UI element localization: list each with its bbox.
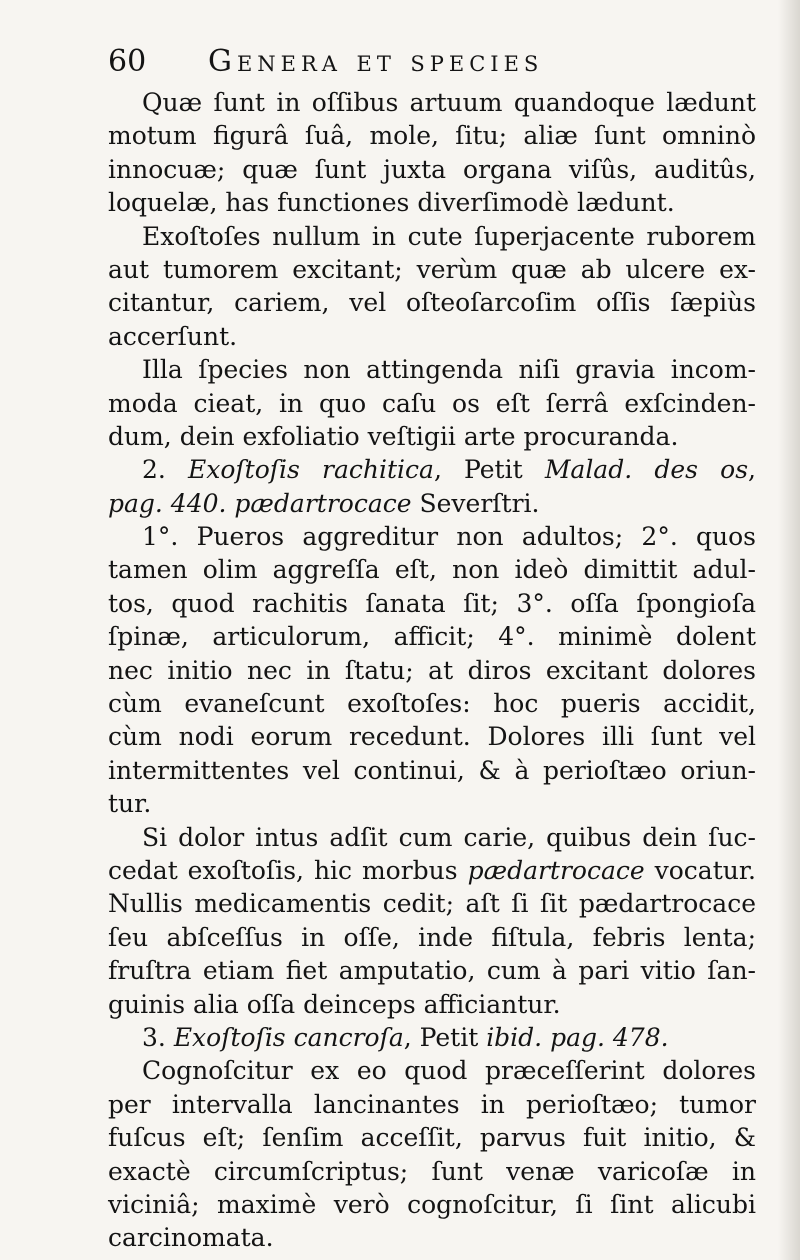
italic-text: Malad. des os [544, 455, 749, 485]
italic-text: pædartrocace [467, 855, 645, 885]
italic-text: ibid. pag. 478. [486, 1022, 669, 1052]
text-line: viciniâ; maximè verò cognoſcitur, ſi ſint alicubi [108, 1189, 756, 1219]
page-edge-shadow [778, 0, 800, 1260]
text-line: cùm evaneſcunt exoſtoſes: hoc pueris accidit, [108, 689, 756, 719]
text-line: nec initio nec in ſtatu; at diros excitant dolores [108, 655, 756, 685]
text-line: aut tumorem excitant; verùm quæ ab ulcere ex- [108, 254, 756, 284]
text-line: dum, dein exfoliatio veſtigii arte procuranda. [108, 421, 679, 451]
italic-text: Exoſtoſis rachitica [188, 455, 434, 485]
running-title: Genera et species [208, 44, 544, 79]
text-line: ſpinæ, articulorum, afficit; 4°. minimè dolent [108, 622, 756, 652]
italic-text: Exoſtoſis cancroſa [173, 1022, 404, 1052]
text-line: 2. Exoſtoſis rachitica, Petit Malad. des os, [142, 455, 756, 485]
text-line: carcinomata. [108, 1223, 274, 1253]
text-line: Exoſtoſes nullum in cute ſuperjacente ruborem [142, 221, 756, 251]
text-line: exactè circumſcriptus; ſunt venæ varicoſæ in [108, 1156, 756, 1186]
italic-text: pag. 440. pædartrocace [108, 488, 412, 518]
text-line: tos, quod rachitis ſanata ſit; 3°. oſſa ſpongioſa [108, 588, 756, 618]
text-line: 1°. Pueros aggreditur non adultos; 2°. quos [142, 522, 756, 552]
text-line: moda cieat, in quo caſu os eſt ſerrâ exſcinden- [108, 388, 756, 418]
text-block [108, 40, 756, 1255]
text-line: Quæ ſunt in oſſibus artuum quandoque lædunt [142, 88, 756, 117]
text-line: 3. Exoſtoſis cancroſa, Petit ibid. pag. 478. [142, 1022, 669, 1052]
text-line: tur. [108, 789, 152, 819]
running-head [108, 40, 756, 84]
text-line: loquelæ, has functiones diverſimodè lædunt. [108, 188, 675, 218]
text-line: fruſtra etiam fiet amputatio, cum à pari vitio ſan- [108, 956, 756, 986]
text-line: cedat exoſtoſis, hic morbus pædartrocace vocatur. [108, 855, 757, 885]
text-line: per intervalla lancinantes in perioſtæo; tumor [108, 1089, 756, 1119]
text-line: motum figurâ ſuâ, mole, ſitu; aliæ ſunt omninò [108, 121, 756, 151]
text-line: intermittentes vel continui, & à perioſtæo oriun- [108, 755, 756, 785]
text-line: guinis alia oſſa deinceps afficiantur. [108, 989, 561, 1019]
text-line: Illa ſpecies non attingenda niſi gravia incom- [142, 355, 756, 385]
text-line: fuſcus eſt; ſenſim acceſſit, parvus fuit initio, & [108, 1123, 756, 1153]
text-line: accerſunt. [108, 321, 238, 351]
text-line: Si dolor intus adſit cum carie, quibus dein ſuc- [142, 822, 756, 852]
text-line: Nullis medicamentis cedit; aſt ſi ſit pædartrocace [108, 889, 756, 919]
text-line: pag. 440. pædartrocace Severſtri. [108, 488, 540, 518]
text-line: Cognoſcitur ex eo quod præceſſerint dolores [142, 1056, 756, 1086]
text-line: tamen olim aggreſſa eſt, non ideò dimittit adul- [108, 555, 756, 585]
text-line: cùm nodi eorum recedunt. Dolores illi ſunt vel [108, 722, 756, 752]
text-line: innocuæ; quæ ſunt juxta organa viſûs, auditûs, [108, 154, 756, 184]
text-line: ſeu abſceſſus in oſſe, inde fiſtula, febris lenta; [108, 922, 756, 952]
page-number: 60 [108, 44, 147, 79]
text-line: citantur, cariem, vel oſteoſarcoſim oſſis ſæpiùs [108, 288, 756, 318]
body-text [108, 86, 756, 1255]
